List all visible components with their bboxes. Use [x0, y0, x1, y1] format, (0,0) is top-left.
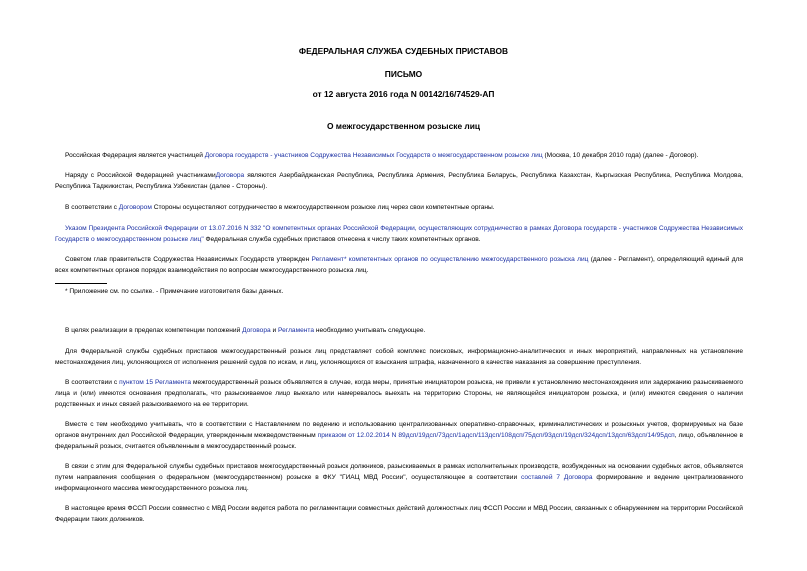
decree-link[interactable]: Указом Президента Российской Федерации от 13.07.2016 N 332 "О компетентных органах Российской Федерации, осуществляющих сотрудничество в рамках Договора государств - участников Содружества Независимых Государств о межгосударственном розыске лиц" — [55, 225, 743, 243]
regulation-link[interactable]: Регламент* компетентных органов по осуществлению межгосударственного розыска лиц — [311, 256, 589, 263]
paragraph-8 — [55, 377, 743, 410]
treaty-article-link[interactable]: составлей 7 Договора — [521, 474, 593, 481]
paragraph-text: В целях реализации в пределах компетенции положений — [65, 327, 243, 334]
agency-title: ФЕДЕРАЛЬНАЯ СЛУЖБА СУДЕБНЫХ ПРИСТАВОВ — [298, 46, 509, 56]
paragraph-text: В соответствии с — [65, 379, 120, 386]
paragraph-5 — [55, 254, 743, 276]
treaty-link[interactable]: Договора — [215, 172, 245, 179]
paragraph-11 — [55, 503, 743, 525]
paragraph-text: являются Азербайджанская Республика, Республика Армения, Республика Беларусь, Республика Казахстан, Кыргызская Республика, Республика Молдова, Республика Таджикистан, Республика Узбекистан (далее - Стороны). — [55, 172, 743, 190]
paragraph-1 — [55, 150, 743, 161]
paragraph-text: Советом глав правительств Содружества Независимых Государств утвержден — [65, 256, 312, 263]
paragraph-9 — [55, 419, 743, 452]
paragraph-text: Федеральная служба судебных приставов отнесена к числу таких компетентных органов. — [203, 236, 481, 243]
paragraph-6 — [55, 325, 743, 336]
paragraph-text: Российская Федерация является участницей — [65, 152, 205, 159]
treaty-link[interactable]: Договора государств - участников Содружества Независимых Государств о межгосударственном розыске лиц — [204, 152, 543, 159]
paragraph-text: (Москва, 10 декабря 2010 года) (далее - Договор). — [542, 152, 699, 159]
regulation-link[interactable]: Регламента — [278, 327, 315, 334]
regulation-clause-link[interactable]: пунктом 15 Регламента — [119, 379, 192, 386]
paragraph-10 — [55, 461, 743, 494]
paragraph-text: Наряду с Российской Федерацией участниками — [65, 172, 216, 179]
paragraph-text: формирование и ведение централизованного информационного массива межгосударственного розыска лиц. — [55, 474, 743, 492]
order-link[interactable]: приказом от 12.02.2014 N 89дсп/19дсп/73дсп/1адсп/113дсп/108дсп/75дсп/93дсп/19дсп/324дсп/13дсп/63дсп/14/95дсп — [317, 432, 675, 439]
treaty-link[interactable]: Договором — [118, 204, 152, 211]
paragraph-text: Стороны осуществляют сотрудничество в межгосударственном розыске лиц через свои компетентные органы. — [151, 204, 495, 211]
paragraph-text: В соответствии с — [65, 204, 119, 211]
paragraph-text: и — [270, 327, 279, 334]
treaty-link[interactable]: Договора — [242, 327, 271, 334]
paragraph-text: межгосударственный розыск объявляется в случае, когда меры, принятые инициатором розыска, не привели к установлению местонахождения или задержанию разыскиваемого лица и (или) имеются основания предполагать, что разыскиваемое лицо выехало или намеревалось выехать на территорию Стороны, не являющейся инициатором розыска, и (или) имеются сведения о наличии родственных и иных связей разыскиваемого на ее территории. — [55, 379, 743, 408]
paragraph-3 — [55, 202, 743, 213]
paragraph-text: В настоящее время ФССП России совместно с МВД России ведется работа по регламентации совместных действий должностных лиц ФССП России и МВД России, связанных с обнаружением на территории Российской Федерации таких должников. — [55, 505, 743, 523]
paragraph-7 — [55, 346, 743, 368]
paragraph-4 — [55, 223, 743, 245]
footnote: * Приложение см. по ссылке. - Примечание изготовителя базы данных. — [65, 288, 284, 295]
paragraph-2 — [55, 170, 743, 192]
footnote-divider — [55, 283, 107, 284]
paragraph-text: необходимо учитывать следующее. — [314, 327, 426, 334]
document-subject: О межгосударственном розыске лиц — [326, 121, 481, 131]
paragraph-text: Для Федеральной службы судебных приставов межгосударственный розыск лиц представляет собой комплекс поисковых, информационно-аналитических и иных мероприятий, направленных на установление местонахождения лиц, уклоняющихся от исполнения решений судов по искам, и лиц, уклоняющихся от взыскания штрафа, назначенного в качестве наказания за совершение преступления. — [55, 348, 743, 366]
paragraph-text: , лицо, объявленное в федеральный розыск, считается объявленным в межгосударственный розыск. — [55, 432, 743, 450]
document-date-number: от 12 августа 2016 года N 00142/16/74529-АП — [312, 89, 495, 99]
document-type: ПИСЬМО — [384, 69, 423, 79]
paragraph-text: (далее - Регламент), определяющий единый для всех компетентных органов порядок взаимодействия по вопросам межгосударственного розыска лиц. — [55, 256, 744, 274]
paragraph-text: Вместе с тем необходимо учитывать, что в соответствии с Наставлением по ведению и использованию централизованных оперативно-справочных, криминалистических и розыскных учетов, формируемых на базе органов внутренних дел Российской Федерации, утвержденным межведомственным — [55, 421, 743, 439]
paragraph-text: В связи с этим для Федеральной службы судебных приставов межгосударственный розыск должников, разыскиваемых в рамках исполнительных производств, возбужденных на основании судебных актов, объявляется путем направления сообщения о федеральном (межгосударственном) розыске в ФКУ "ГИАЦ МВД России", осуществляющее в соответствии — [55, 463, 743, 481]
